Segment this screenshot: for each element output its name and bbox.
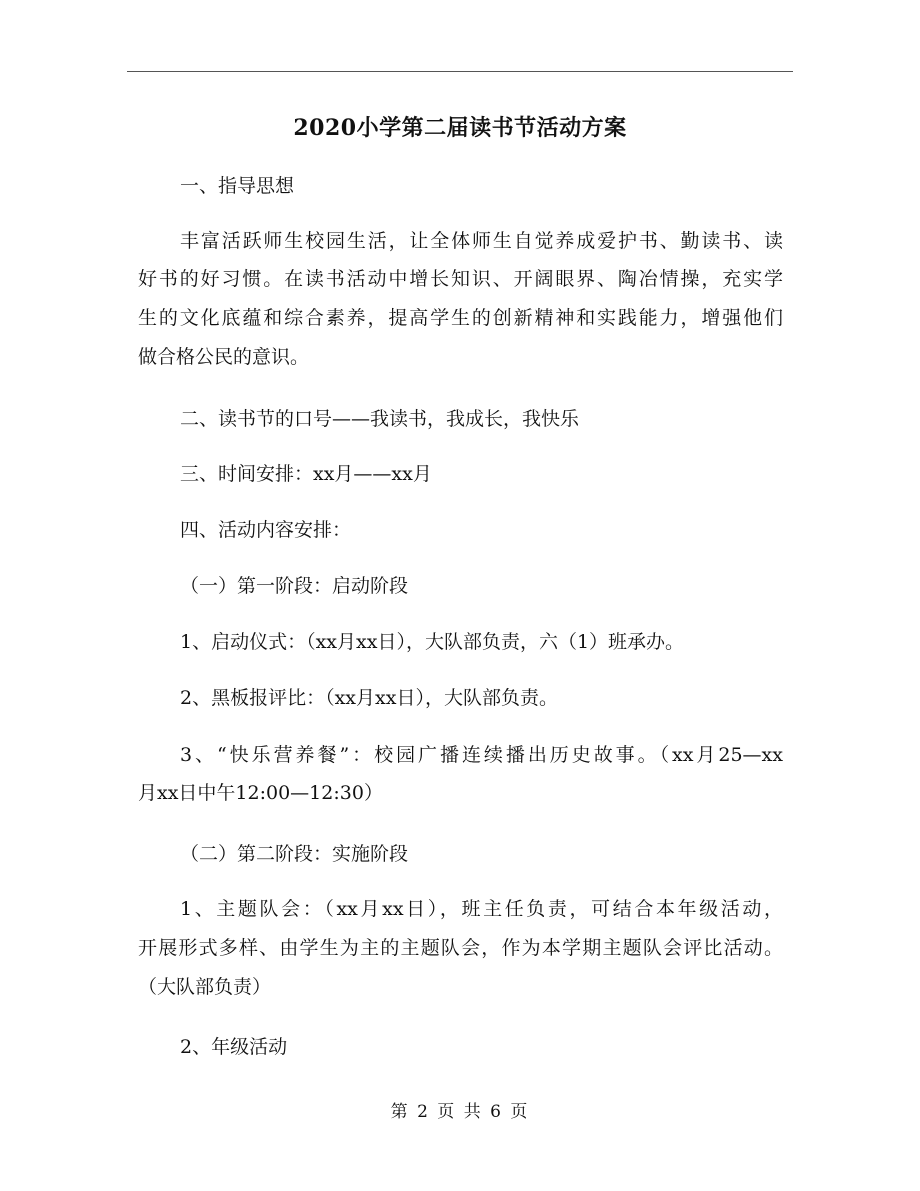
list-item-continuation: 月xx日中午12:00—12:30） xyxy=(138,782,383,804)
list-item-continuation: 开展形式多样、由学生为主的主题队会，作为本学期主题队会评比活动。 xyxy=(138,937,783,959)
section-heading-schedule: 三、时间安排：xx月——xx月 xyxy=(180,463,432,485)
paragraph-line: 好书的好习惯。在读书活动中增长知识、开阔眼界、陶冶情操，充实学 xyxy=(138,268,783,290)
subsection-heading-stage-one: （一）第一阶段：启动阶段 xyxy=(180,575,409,597)
paragraph-line: 做合格公民的意识。 xyxy=(138,346,310,368)
header-rule xyxy=(127,71,793,72)
subsection-heading-stage-two: （二）第二阶段：实施阶段 xyxy=(180,843,409,865)
list-item: 2、年级活动 xyxy=(180,1036,288,1058)
paragraph-line: 丰富活跃师生校园生活，让全体师生自觉养成爱护书、勤读书、读 xyxy=(180,230,783,252)
list-item: 2、黑板报评比：（xx月xx日），大队部负责。 xyxy=(180,687,558,709)
page-title: 2020小学第二届读书节活动方案 xyxy=(293,115,627,141)
section-heading-guiding-thought: 一、指导思想 xyxy=(180,175,295,197)
page-number: 第 2 页 共 6 页 xyxy=(390,1102,530,1122)
section-heading-activities: 四、活动内容安排： xyxy=(180,519,352,541)
list-item: 1、启动仪式：（xx月xx日），大队部负责，六（1）班承办。 xyxy=(180,631,685,653)
list-item: 3、“快乐营养餐”：校园广播连续播出历史故事。（xx月25—xx xyxy=(180,744,783,766)
list-item-continuation: （大队部负责） xyxy=(138,976,272,998)
paragraph-line: 生的文化底蕴和综合素养，提高学生的创新精神和实践能力，增强他们 xyxy=(138,307,783,329)
section-heading-slogan: 二、读书节的口号——我读书，我成长，我快乐 xyxy=(180,408,580,430)
list-item: 1、主题队会：（xx月xx日），班主任负责，可结合本年级活动， xyxy=(180,898,783,920)
